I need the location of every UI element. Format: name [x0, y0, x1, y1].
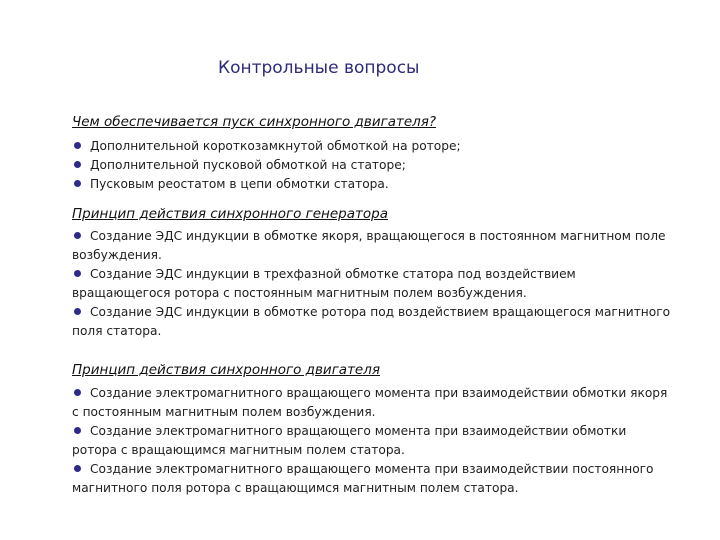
option-text: Дополнительной короткозамкнутой обмоткой на роторе;: [90, 139, 461, 153]
bullet-icon: [74, 180, 81, 187]
option-text: Создание электромагнитного вращающего момента при взаимодействии постоянного магнитного поля ротора с вращающимся магнитным полем статора.: [72, 462, 654, 495]
bullet-icon: [74, 389, 81, 396]
option-text: Дополнительной пусковой обмоткой на статоре;: [90, 158, 406, 172]
answer-option[interactable]: [72, 422, 672, 460]
answer-option[interactable]: [72, 460, 672, 498]
bullet-icon: [74, 465, 81, 472]
option-text: Создание электромагнитного вращающего момента при взаимодействии обмотки якоря с постоянным магнитным полем возбуждения.: [72, 386, 668, 419]
bullet-icon: [74, 142, 81, 149]
option-text: Создание ЭДС индукции в обмотке якоря, вращающегося в постоянном магнитном поле возбуждения.: [72, 229, 666, 262]
bullet-icon: [74, 427, 81, 434]
answer-option[interactable]: [72, 265, 672, 303]
answer-option[interactable]: [72, 384, 672, 422]
option-text: Создание ЭДС индукции в трехфазной обмотке статора под воздействием вращающегося ротора с постоянным магнитным полем возбуждения.: [72, 267, 576, 300]
answer-option[interactable]: [72, 227, 672, 265]
page-title: Контрольные вопросы: [218, 58, 420, 78]
bullet-icon: [74, 308, 81, 315]
bullet-icon: [74, 270, 81, 277]
question-2: Принцип действия синхронного генератора: [72, 206, 388, 222]
question-1: Чем обеспечивается пуск синхронного двигателя?: [72, 114, 437, 130]
bullet-icon: [74, 232, 81, 239]
question-3: Принцип действия синхронного двигателя: [72, 362, 380, 378]
bullet-icon: [74, 161, 81, 168]
answer-option[interactable]: [72, 156, 672, 175]
option-text: Пусковым реостатом в цепи обмотки статора.: [90, 177, 389, 191]
answer-option[interactable]: [72, 137, 672, 156]
option-text: Создание ЭДС индукции в обмотке ротора под воздействием вращающегося магнитного поля статора.: [72, 305, 671, 338]
answer-option[interactable]: [72, 175, 672, 194]
option-text: Создание электромагнитного вращающего момента при взаимодействии обмотки ротора с вращающимся магнитным полем статора.: [72, 424, 627, 457]
answer-option[interactable]: [72, 303, 672, 341]
